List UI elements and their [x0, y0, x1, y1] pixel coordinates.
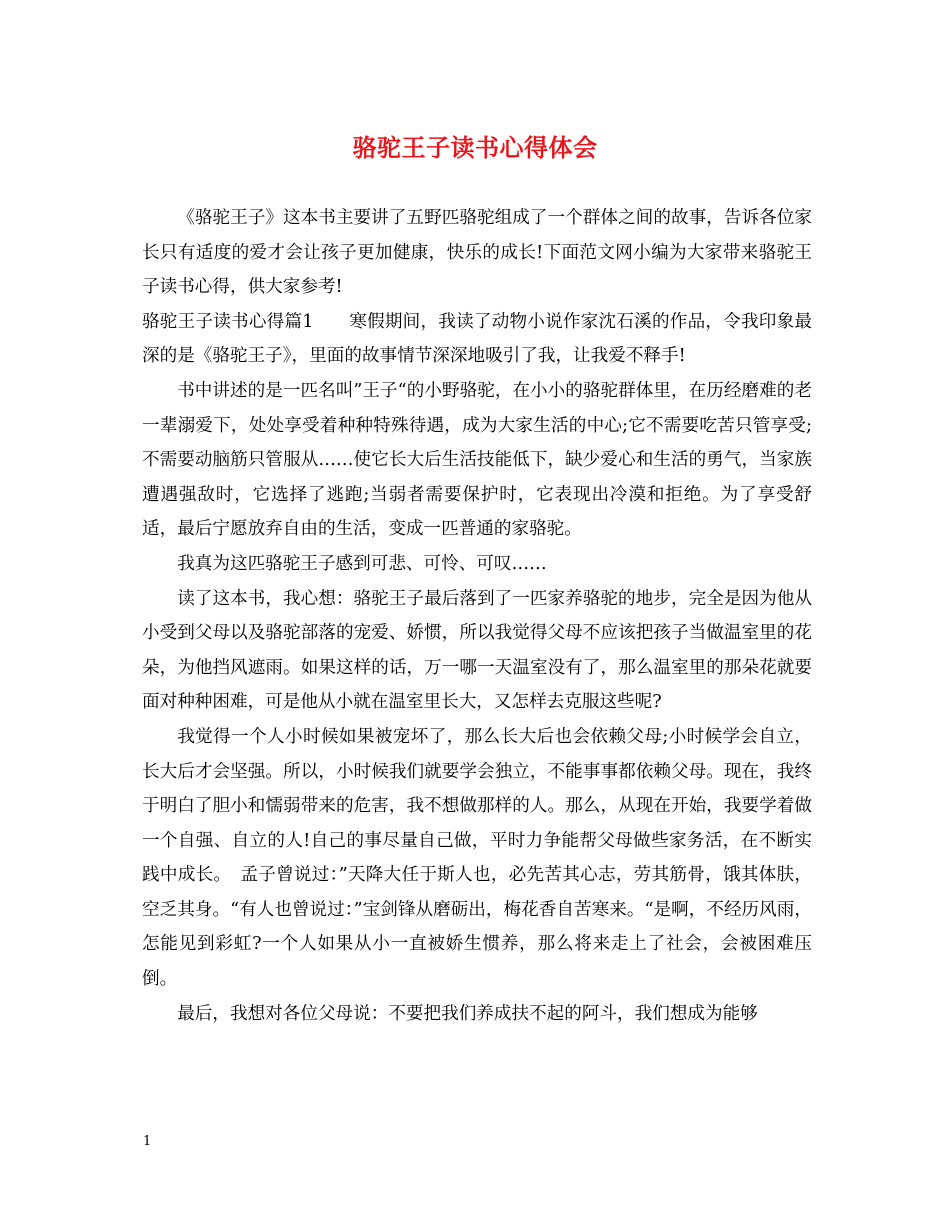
document-body — [142, 201, 812, 1031]
page-number: 1 — [143, 1134, 152, 1149]
paragraph-story-summary: 书中讲述的是一匹名叫”王子“的小野骆驼，在小小的骆驼群体里，在历经磨难的老一辈溺爱下，处处享受着种种特殊待遇，成为大家生活的中心;它不需要吃苦只管享受;不需要动脑筋只管服从……使它长大后生活技能低下，缺少爱心和生活的勇气，当家族遭遇强敌时，它选择了逃跑;当弱者需要保护时，它表现出冷漠和拒绝。为了享受舒适，最后宁愿放弃自由的生活，变成一匹普通的家骆驼。 — [142, 380, 812, 540]
document-title: 骆驼王子读书心得体会 — [352, 133, 598, 162]
paragraph-conclusion: 最后，我想对各位父母说：不要把我们养成扶不起的阿斗，我们想成为能够 — [177, 1003, 758, 1024]
paragraph-self-reliance: 我觉得一个人小时候如果被宠坏了，那么长大后也会依赖父母;小时候学会自立，长大后才会坚强。所以，小时候我们就要学会独立，不能事事都依赖父母。现在，我终于明白了胆小和懦弱带来的危害，我不想做那样的人。那么，从现在开始，我要学着做一个自强、自立的人!自己的事尽量自己做，平时力争能帮父母做些家务活，在不断实践中成长。 孟子曾说过：”天降大任于斯人也，必先苦其心志，劳其筋骨，饿其体肤，空乏其身。“有人也曾说过：”宝剑锋从磨砺出，梅花香自苦寒来。“是啊，不经历风雨，怎能见到彩虹?一个人如果从小一直被娇生惯养，那么将来走上了社会，会被困难压倒。 — [142, 726, 812, 990]
paragraph-intro: 《骆驼王子》这本书主要讲了五野匹骆驼组成了一个群体之间的故事，告诉各位家长只有适度的爱才会让孩子更加健康，快乐的成长!下面范文网小编为大家带来骆驼王子读书心得，供大家参考! — [142, 208, 812, 298]
paragraph-reflection: 读了这本书，我心想：骆驼王子最后落到了一匹家养骆驼的地步，完全是因为他从小受到父母以及骆驼部落的宠爱、娇惯，所以我觉得父母不应该把孩子当做温室里的花朵，为他挡风遮雨。如果这样的话，万一哪一天温室没有了，那么温室里的那朵花就要面对种种困难，可是他从小就在温室里长大，又怎样去克服这些呢? — [142, 588, 812, 713]
paragraph-feeling: 我真为这匹骆驼王子感到可悲、可怜、可叹…… — [177, 553, 547, 574]
paragraph-section-heading: 骆驼王子读书心得篇1 寒假期间，我读了动物小说作家沈石溪的作品，令我印象最深的是《骆驼王子》，里面的故事情节深深地吸引了我，让我爱不释手! — [142, 311, 812, 367]
